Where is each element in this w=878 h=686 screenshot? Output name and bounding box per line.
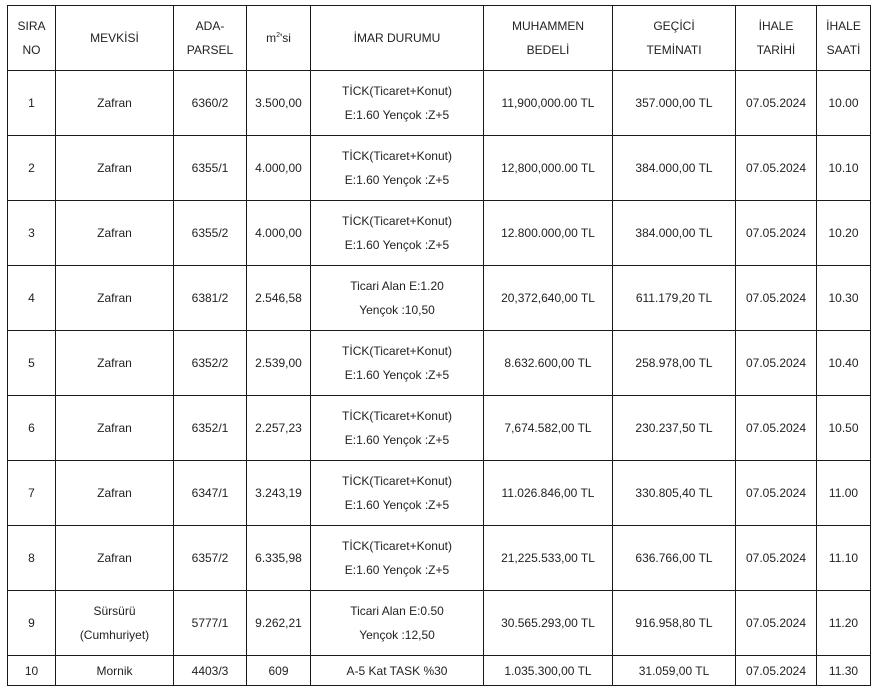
cell-gecici-teminat: 611.179,20 TL	[613, 266, 736, 331]
cell-ihale-tarihi: 07.05.2024	[736, 526, 817, 591]
table-row	[8, 71, 871, 136]
cell-gecici-teminat: 916.958,80 TL	[613, 591, 736, 656]
cell-ihale-tarihi: 07.05.2024	[736, 136, 817, 201]
table-row	[8, 591, 871, 656]
cell-ada-parsel: 4403/3	[174, 656, 247, 686]
cell-muhammen-bedel: 20,372,640,00 TL	[484, 266, 613, 331]
cell-ihale-saati: 11.30	[817, 656, 871, 686]
cell-ihale-tarihi: 07.05.2024	[736, 656, 817, 686]
table-row	[8, 396, 871, 461]
cell-ihale-saati: 10.50	[817, 396, 871, 461]
cell-ihale-saati: 10.20	[817, 201, 871, 266]
cell-ihale-tarihi: 07.05.2024	[736, 201, 817, 266]
cell-ihale-saati: 11.10	[817, 526, 871, 591]
table-row	[8, 136, 871, 201]
header-muhammen-bedeli: MUHAMMEN BEDELİ	[484, 6, 613, 71]
header-row	[8, 6, 871, 71]
cell-m2: 3.500,00	[247, 71, 311, 136]
cell-ihale-tarihi: 07.05.2024	[736, 331, 817, 396]
cell-sira-no: 3	[8, 201, 56, 266]
cell-m2: 2.257,23	[247, 396, 311, 461]
cell-gecici-teminat: 636.766,00 TL	[613, 526, 736, 591]
cell-ada-parsel: 6347/1	[174, 461, 247, 526]
table-row	[8, 461, 871, 526]
cell-ihale-saati: 10.00	[817, 71, 871, 136]
cell-ihale-saati: 11.20	[817, 591, 871, 656]
cell-sira-no: 1	[8, 71, 56, 136]
cell-muhammen-bedel: 1.035.300,00 TL	[484, 656, 613, 686]
cell-mevki: Zafran	[56, 201, 174, 266]
cell-muhammen-bedel: 11.026.846,00 TL	[484, 461, 613, 526]
cell-imar-durumu: TİCK(Ticaret+Konut) E:1.60 Yençok :Z+5	[311, 71, 484, 136]
cell-muhammen-bedel: 12,800,000.00 TL	[484, 136, 613, 201]
cell-gecici-teminat: 357.000,00 TL	[613, 71, 736, 136]
cell-m2: 609	[247, 656, 311, 686]
cell-gecici-teminat: 258.978,00 TL	[613, 331, 736, 396]
cell-sira-no: 2	[8, 136, 56, 201]
cell-ada-parsel: 6381/2	[174, 266, 247, 331]
cell-imar-durumu: TİCK(Ticaret+Konut) E:1.60 Yençok :Z+5	[311, 461, 484, 526]
cell-imar-durumu: A-5 Kat TASK %30	[311, 656, 484, 686]
cell-mevki: Zafran	[56, 461, 174, 526]
cell-m2: 2.539,00	[247, 331, 311, 396]
cell-sira-no: 6	[8, 396, 56, 461]
table-row	[8, 266, 871, 331]
cell-ada-parsel: 6355/2	[174, 201, 247, 266]
cell-muhammen-bedel: 21,225.533,00 TL	[484, 526, 613, 591]
cell-ihale-saati: 10.30	[817, 266, 871, 331]
cell-mevki: Zafran	[56, 526, 174, 591]
table-row	[8, 656, 871, 686]
cell-ada-parsel: 6355/1	[174, 136, 247, 201]
cell-sira-no: 10	[8, 656, 56, 686]
cell-m2: 3.243,19	[247, 461, 311, 526]
cell-ada-parsel: 6352/2	[174, 331, 247, 396]
cell-gecici-teminat: 384.000,00 TL	[613, 136, 736, 201]
header-ihale-saati: İHALE SAATİ	[817, 6, 871, 71]
cell-mevki: Mornik	[56, 656, 174, 686]
header-mevkisi: MEVKİSİ	[56, 6, 174, 71]
cell-imar-durumu: TİCK(Ticaret+Konut) E:1.60 Yençok :Z+5	[311, 396, 484, 461]
cell-ihale-tarihi: 07.05.2024	[736, 396, 817, 461]
cell-sira-no: 8	[8, 526, 56, 591]
cell-ihale-tarihi: 07.05.2024	[736, 461, 817, 526]
cell-sira-no: 9	[8, 591, 56, 656]
cell-m2: 6.335,98	[247, 526, 311, 591]
cell-ihale-saati: 10.40	[817, 331, 871, 396]
cell-gecici-teminat: 31.059,00 TL	[613, 656, 736, 686]
cell-imar-durumu: TİCK(Ticaret+Konut) E:1.60 Yençok :Z+5	[311, 201, 484, 266]
cell-mevki: Zafran	[56, 396, 174, 461]
header-imar-durumu: İMAR DURUMU	[311, 6, 484, 71]
cell-m2: 4.000,00	[247, 201, 311, 266]
table-row	[8, 331, 871, 396]
cell-muhammen-bedel: 11,900,000.00 TL	[484, 71, 613, 136]
cell-mevki: Zafran	[56, 136, 174, 201]
cell-sira-no: 7	[8, 461, 56, 526]
cell-m2: 4.000,00	[247, 136, 311, 201]
header-m2: $m^2'si$	[247, 6, 311, 71]
cell-ada-parsel: 6360/2	[174, 71, 247, 136]
cell-ada-parsel: 6352/1	[174, 396, 247, 461]
tender-table	[7, 5, 871, 686]
cell-ihale-tarihi: 07.05.2024	[736, 591, 817, 656]
cell-mevki: Sürsürü (Cumhuriyet)	[56, 591, 174, 656]
cell-muhammen-bedel: 8.632.600,00 TL	[484, 331, 613, 396]
cell-ihale-tarihi: 07.05.2024	[736, 71, 817, 136]
cell-sira-no: 4	[8, 266, 56, 331]
tender-table-wrapper	[7, 5, 871, 686]
cell-m2: 2.546,58	[247, 266, 311, 331]
cell-gecici-teminat: 330.805,40 TL	[613, 461, 736, 526]
cell-mevki: Zafran	[56, 331, 174, 396]
cell-m2: 9.262,21	[247, 591, 311, 656]
cell-imar-durumu: Ticari Alan E:1.20 Yençok :10,50	[311, 266, 484, 331]
cell-gecici-teminat: 230.237,50 TL	[613, 396, 736, 461]
header-ada-parsel: ADA- PARSEL	[174, 6, 247, 71]
header-ihale-tarihi: İHALE TARİHİ	[736, 6, 817, 71]
cell-gecici-teminat: 384.000,00 TL	[613, 201, 736, 266]
cell-ada-parsel: 5777/1	[174, 591, 247, 656]
cell-imar-durumu: TİCK(Ticaret+Konut) E:1.60 Yençok :Z+5	[311, 526, 484, 591]
table-row	[8, 201, 871, 266]
header-gecici-teminati: GEÇİCİ TEMİNATI	[613, 6, 736, 71]
cell-ihale-saati: 10.10	[817, 136, 871, 201]
cell-ihale-tarihi: 07.05.2024	[736, 266, 817, 331]
cell-muhammen-bedel: 7,674.582,00 TL	[484, 396, 613, 461]
cell-muhammen-bedel: 30.565.293,00 TL	[484, 591, 613, 656]
cell-mevki: Zafran	[56, 71, 174, 136]
table-body	[8, 71, 871, 686]
cell-sira-no: 5	[8, 331, 56, 396]
cell-ihale-saati: 11.00	[817, 461, 871, 526]
cell-muhammen-bedel: 12.800.000,00 TL	[484, 201, 613, 266]
cell-imar-durumu: TİCK(Ticaret+Konut) E:1.60 Yençok :Z+5	[311, 331, 484, 396]
cell-imar-durumu: TİCK(Ticaret+Konut) E:1.60 Yençok :Z+5	[311, 136, 484, 201]
cell-mevki: Zafran	[56, 266, 174, 331]
header-sira-no: SIRA NO	[8, 6, 56, 71]
cell-ada-parsel: 6357/2	[174, 526, 247, 591]
table-row	[8, 526, 871, 591]
cell-imar-durumu: Ticari Alan E:0.50 Yençok :12,50	[311, 591, 484, 656]
